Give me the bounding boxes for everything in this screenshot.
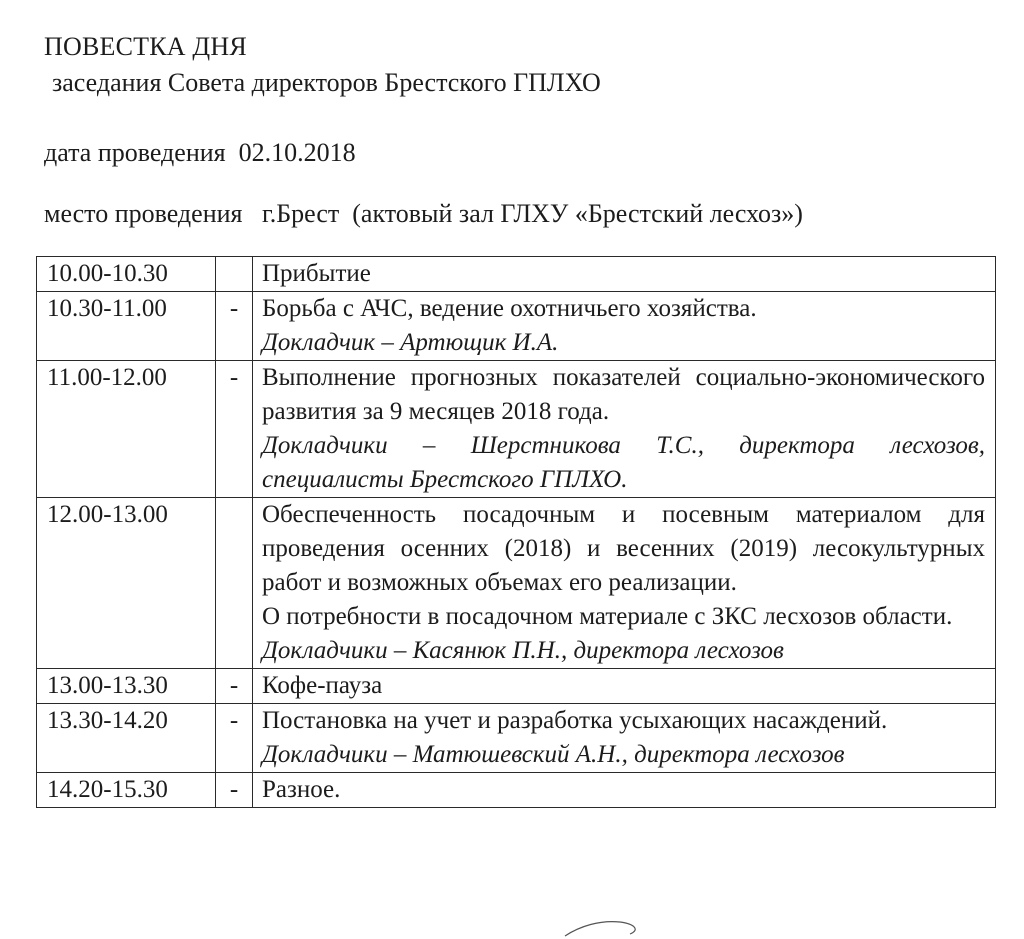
document-title: ПОВЕСТКА ДНЯ — [44, 32, 247, 61]
agenda-dash: - — [216, 361, 253, 498]
agenda-time: 14.20-15.30 — [37, 773, 216, 808]
agenda-dash — [216, 257, 253, 292]
agenda-row — [37, 292, 996, 361]
agenda-content — [253, 704, 996, 773]
agenda-speaker: Докладчик – Артющик И.А. — [262, 329, 559, 356]
signature-mark — [560, 908, 680, 938]
date-label: дата проведения — [44, 138, 226, 167]
agenda-time: 13.00-13.30 — [37, 669, 216, 704]
agenda-time: 11.00-12.00 — [37, 361, 216, 498]
agenda-topic: Прибытие — [262, 260, 371, 287]
place-label: место проведения — [44, 199, 243, 228]
agenda-table — [36, 256, 996, 808]
agenda-content — [253, 361, 996, 498]
agenda-topic: Разное. — [262, 776, 341, 803]
agenda-topic: Выполнение прогнозных показателей социально-экономического развития за 9 месяцев 2018 года. — [262, 364, 985, 425]
agenda-content — [253, 292, 996, 361]
agenda-time: 13.30-14.20 — [37, 704, 216, 773]
meeting-date-line — [44, 138, 356, 168]
agenda-table-body — [37, 257, 996, 808]
agenda-row — [37, 773, 996, 808]
place-value: г.Брест (актовый зал ГЛХУ «Брестский лесхоз») — [262, 199, 803, 228]
agenda-content — [253, 498, 996, 669]
agenda-topic: Кофе-пауза — [262, 672, 383, 699]
agenda-row — [37, 361, 996, 498]
agenda-dash: - — [216, 669, 253, 704]
meeting-place-line — [44, 199, 803, 229]
agenda-row — [37, 257, 996, 292]
agenda-time: 10.00-10.30 — [37, 257, 216, 292]
agenda-dash: - — [216, 704, 253, 773]
agenda-row — [37, 498, 996, 669]
agenda-row — [37, 704, 996, 773]
date-value: 02.10.2018 — [238, 138, 356, 167]
agenda-content — [253, 669, 996, 704]
agenda-dash: - — [216, 773, 253, 808]
agenda-content — [253, 773, 996, 808]
agenda-time: 12.00-13.00 — [37, 498, 216, 669]
agenda-topic: О потребности в посадочном материале с ЗКС лесхозов области. — [262, 603, 953, 630]
agenda-speaker: Докладчики – Матюшевский А.Н., директора лесхозов — [262, 741, 845, 768]
agenda-row — [37, 669, 996, 704]
agenda-topic: Постановка на учет и разработка усыхающих насаждений. — [262, 707, 888, 734]
agenda-dash — [216, 498, 253, 669]
agenda-speaker: Докладчики – Шерстникова Т.С., директора лесхозов, специалисты Брестского ГПЛХО. — [262, 432, 985, 493]
agenda-topic: Борьба с АЧС, ведение охотничьего хозяйства. — [262, 295, 757, 322]
agenda-speaker: Докладчики – Касянюк П.Н., директора лесхозов — [262, 637, 784, 664]
agenda-dash: - — [216, 292, 253, 361]
agenda-time: 10.30-11.00 — [37, 292, 216, 361]
document-subtitle: заседания Совета директоров Брестского ГПЛХО — [52, 68, 601, 97]
agenda-topic: Обеспеченность посадочным и посевным материалом для проведения осенних (2018) и весенних (2019) лесокультурных работ и возможных объемах его реализации. — [262, 501, 985, 596]
agenda-content — [253, 257, 996, 292]
